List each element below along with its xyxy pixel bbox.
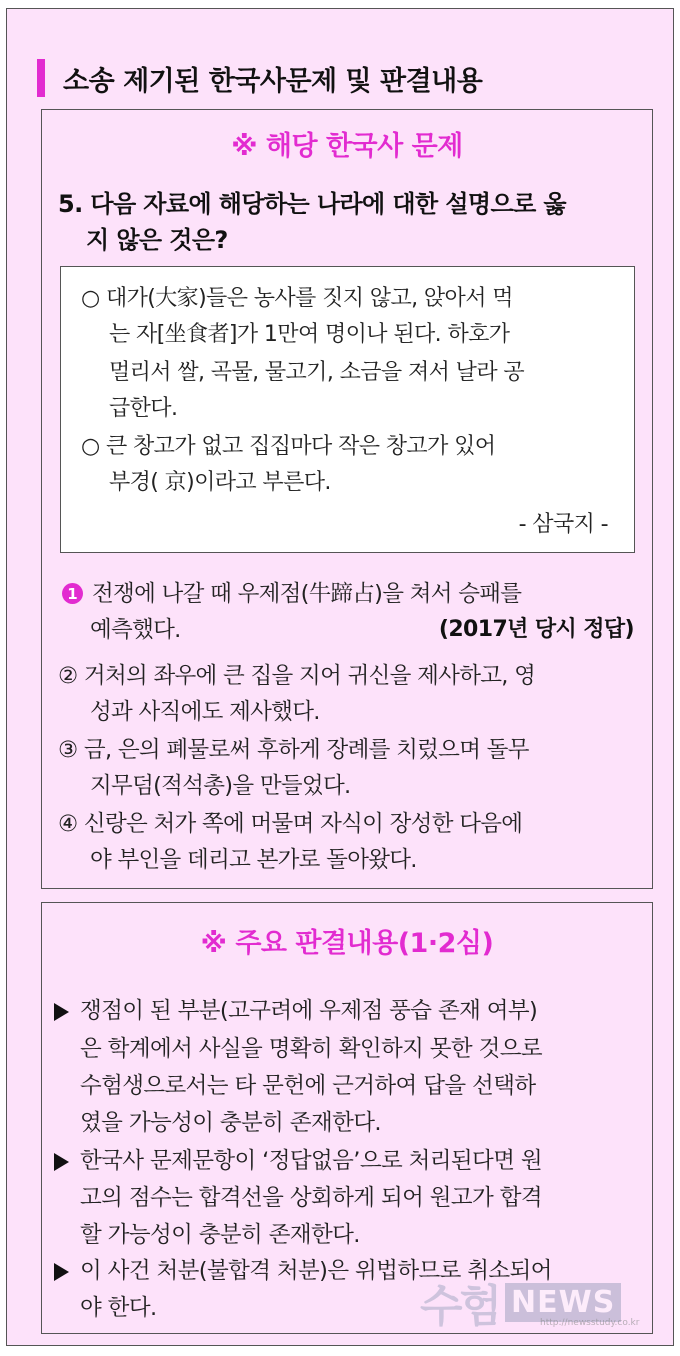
ruling-line: 한국사 문제문항이 ‘정답없음’으로 처리된다면 원 xyxy=(80,1148,543,1174)
ruling-line: 수험생으로서는 타 문헌에 근거하여 답을 선택하 xyxy=(80,1073,536,1099)
answer-note: (2017년 당시 정답) xyxy=(438,617,634,642)
option-line: ② 거처의 좌우에 큰 집을 지어 귀신을 제사하고, 영 xyxy=(58,663,536,689)
ruling-line: 야 한다. xyxy=(80,1295,157,1321)
source-line: 멀리서 쌀, 곡물, 물고기, 소금을 져서 날라 공 xyxy=(109,360,525,385)
ruling-line: 쟁점이 된 부분(고구려에 우제점 풍습 존재 여부) xyxy=(80,998,538,1024)
option-line: 예측했다. xyxy=(90,617,181,643)
bullet-triangle-icon xyxy=(54,1003,69,1021)
ruling-line: 고의 점수는 합격선을 상회하게 되어 원고가 합격 xyxy=(80,1185,543,1211)
source-line: ○ 대가(大家)들은 농사를 짓지 않고, 앉아서 먹 xyxy=(81,286,513,311)
watermark-news-badge: NEWS xyxy=(505,1283,621,1322)
header-accent-bar xyxy=(37,59,45,97)
source-line: 급한다. xyxy=(109,396,178,421)
option-line: 전쟁에 나갈 때 우제점(牛蹄占)을 쳐서 승패를 xyxy=(92,581,522,607)
source-citation: - 삼국지 - xyxy=(518,512,608,537)
watermark-url: http://newsstudy.co.kr xyxy=(540,1318,640,1328)
ruling-line: 은 학계에서 사실을 명확히 확인하지 못한 것으로 xyxy=(80,1036,543,1062)
ruling-line: 이 사건 처분(불합격 처분)은 위법하므로 취소되어 xyxy=(80,1258,552,1284)
source-line: 는 자[坐食者]가 1만여 명이나 된다. 하호가 xyxy=(109,322,510,347)
question-line: 5. 다음 자료에 해당하는 나라에 대한 설명으로 옳 xyxy=(58,190,566,218)
watermark-text: 수험 xyxy=(420,1281,500,1332)
source-line: ○ 큰 창고가 없고 집집마다 작은 창고가 있어 xyxy=(81,434,496,459)
source-passage-box xyxy=(60,266,635,553)
ruling-line: 할 가능성이 충분히 존재한다. xyxy=(80,1222,360,1248)
answer-number-badge: 1 xyxy=(62,583,83,604)
bullet-triangle-icon xyxy=(54,1153,69,1171)
option-line: 성과 사직에도 제사했다. xyxy=(90,699,320,725)
ruling-line: 였을 가능성이 충분히 존재한다. xyxy=(80,1110,381,1136)
question-box xyxy=(41,109,653,889)
page-title: 소송 제기된 한국사문제 및 판결내용 xyxy=(63,65,483,97)
source-line: 부경( 京)이라고 부른다. xyxy=(109,470,331,495)
section-header xyxy=(37,55,482,101)
ruling-box-heading: ※ 주요 판결내용(1·2심) xyxy=(200,928,494,959)
bullet-triangle-icon xyxy=(54,1263,69,1281)
option-line: 지무덤(적석총)을 만들었다. xyxy=(90,773,351,799)
option-line: 야 부인을 데리고 본가로 돌아왔다. xyxy=(90,847,417,873)
option-line: ④ 신랑은 처가 쪽에 머물며 자식이 장성한 다음에 xyxy=(58,811,523,837)
option-line: ③ 금, 은의 폐물로써 후하게 장례를 치렀으며 돌무 xyxy=(58,737,529,763)
ruling-box xyxy=(41,902,653,1334)
infographic-panel xyxy=(6,8,674,1346)
question-box-heading: ※ 해당 한국사 문제 xyxy=(231,131,463,162)
question-line: 지 않은 것은? xyxy=(86,226,228,254)
